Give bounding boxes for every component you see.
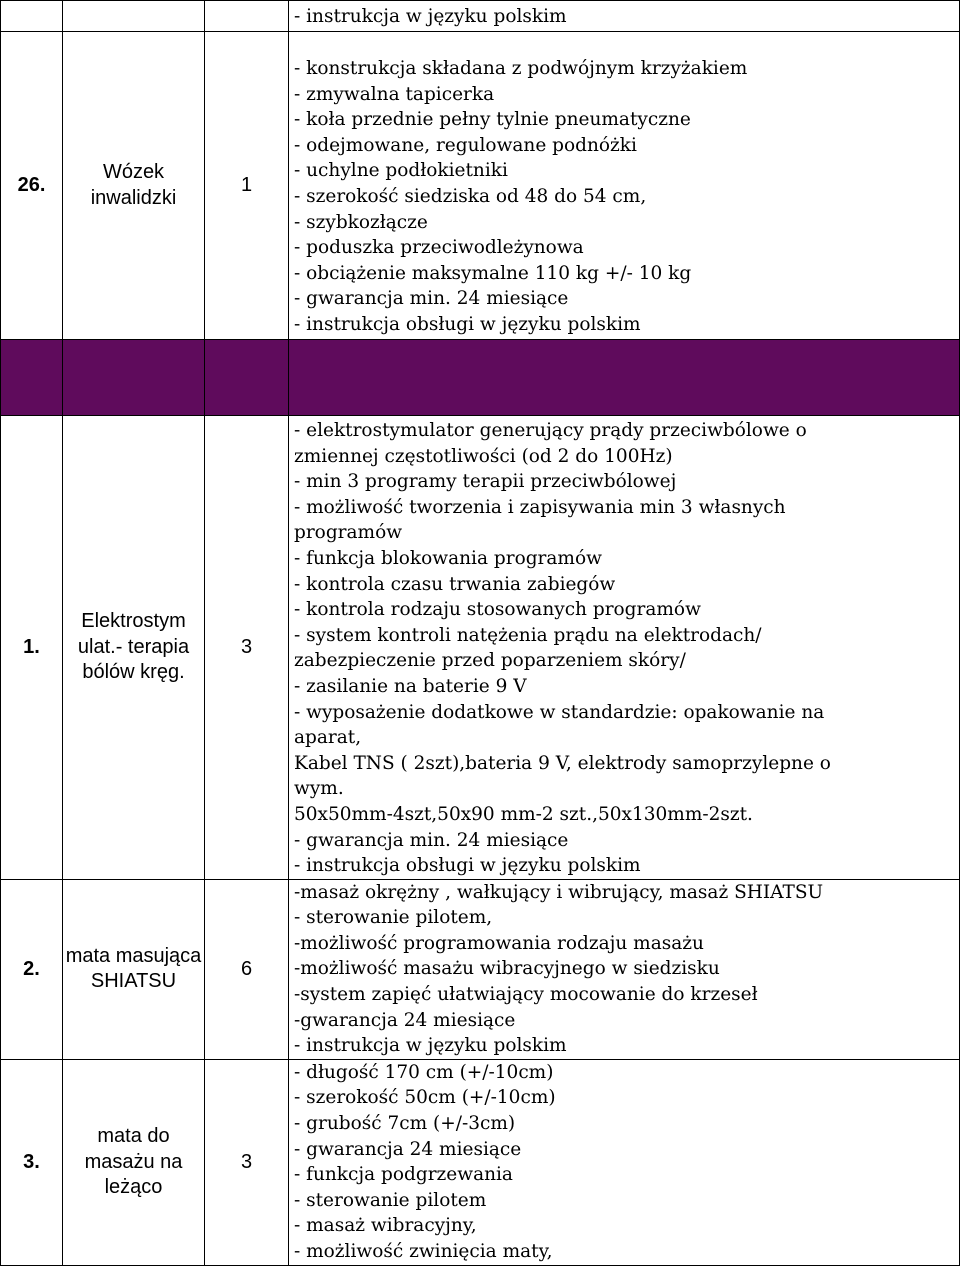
item-description: [289, 32, 960, 340]
description-line: - instrukcja obsługi w języku polskim: [294, 313, 641, 335]
table-row: [1, 1, 960, 32]
description-line: -możliwość programowania rodzaju masażu: [294, 932, 704, 954]
item-description: [289, 879, 960, 1059]
description-line: - szerokość 50cm (+/-10cm): [294, 1087, 556, 1109]
description-line: - grubość 7cm (+/-3cm): [294, 1113, 516, 1135]
description-line: -masaż okrężny , wałkujący i wibrujący, masaż SHIATSU: [294, 881, 824, 903]
item-description: [289, 1059, 960, 1265]
description-line: - szerokość siedziska od 48 do 54 cm,: [294, 185, 647, 207]
band-cell: [1, 340, 63, 416]
item-quantity: 3: [205, 1059, 289, 1265]
description-line: - gwarancja min. 24 miesiące: [294, 288, 569, 310]
description-line: - masaż wibracyjny,: [294, 1215, 477, 1237]
description-line: - zmywalna tapicerka: [294, 83, 495, 105]
band-cell: [63, 340, 205, 416]
description-line: - zasilanie na baterie 9 V: [294, 675, 527, 697]
item-name: Elektrostym ulat.- terapia bólów kręg.: [63, 416, 205, 880]
description-line: - odejmowane, regulowane podnóżki: [294, 134, 637, 156]
description-line: - możliwość zwinięcia maty,: [294, 1241, 553, 1262]
description-line: - długość 170 cm (+/-10cm): [294, 1061, 554, 1083]
description-line: - koła przednie pełny tylnie pneumatyczne: [294, 109, 691, 131]
item-number: 2.: [1, 879, 63, 1059]
description-line: - instrukcja obsługi w języku polskim: [294, 855, 641, 877]
description-line: -gwarancja 24 miesiące: [294, 1009, 516, 1031]
description-line: - obciążenie maksymalne 110 kg +/- 10 kg: [294, 262, 692, 284]
description-line: - szybkozłącze: [294, 211, 428, 233]
item-number: 1.: [1, 416, 63, 880]
description-line: - elektrostymulator generujący prądy przeciwbólowe o: [294, 420, 807, 441]
description-line: - kontrola czasu trwania zabiegów: [294, 573, 616, 595]
description-line: - poduszka przeciwodleżynowa: [294, 237, 584, 259]
item-number: [1, 1, 63, 32]
description-line: - instrukcja w języku polskim: [294, 6, 567, 27]
description-line: - funkcja podgrzewania: [294, 1164, 513, 1186]
table-row: [1, 416, 960, 880]
item-name: mata do masażu na leżąco: [63, 1059, 205, 1265]
description-line: Kabel TNS ( 2szt),bateria 9 V, elektrody samoprzylepne o: [294, 752, 831, 774]
item-description: [289, 1, 960, 32]
item-number: 26.: [1, 32, 63, 340]
description-line: - sterowanie pilotem,: [294, 907, 493, 929]
description-line: - uchylne podłokietniki: [294, 160, 508, 182]
description-line: - system kontroli natężenia prądu na elektrodach/: [294, 624, 762, 646]
table-row: [1, 1059, 960, 1265]
band-cell: [289, 340, 960, 416]
item-quantity: 1: [205, 32, 289, 340]
description-line: - kontrola rodzaju stosowanych programów: [294, 599, 701, 621]
table-row: [1, 879, 960, 1059]
description-line: zmiennej częstotliwości (od 2 do 100Hz): [294, 445, 673, 467]
description-line: - min 3 programy terapii przeciwbólowej: [294, 471, 677, 493]
item-name: Wózek inwalidzki: [63, 32, 205, 340]
description-line: - konstrukcja składana z podwójnym krzyżakiem: [294, 58, 748, 79]
description-line: -możliwość masażu wibracyjnego w siedzisku: [294, 958, 720, 980]
description-line: zabezpieczenie przed poparzeniem skóry/: [294, 650, 686, 672]
item-number: 3.: [1, 1059, 63, 1265]
item-name: [63, 1, 205, 32]
description-line: - gwarancja 24 miesiące: [294, 1138, 522, 1160]
description-line: 50x50mm-4szt,50x90 mm-2 szt.,50x130mm-2szt.: [294, 803, 753, 825]
table-row: [1, 32, 960, 340]
description-line: - możliwość tworzenia i zapisywania min 3 własnych: [294, 496, 786, 518]
description-line: - instrukcja w języku polskim: [294, 1035, 567, 1057]
item-name: mata masująca SHIATSU: [63, 879, 205, 1059]
description-line: - funkcja blokowania programów: [294, 547, 602, 569]
description-line: - sterowanie pilotem: [294, 1189, 487, 1211]
description-line: - wyposażenie dodatkowe w standardzie: opakowanie na: [294, 701, 825, 723]
item-description: [289, 416, 960, 880]
section-separator-band: [1, 340, 960, 416]
description-line: -system zapięć ułatwiający mocowanie do krzeseł: [294, 984, 758, 1006]
band-cell: [205, 340, 289, 416]
description-line: aparat,: [294, 727, 362, 749]
item-quantity: 3: [205, 416, 289, 880]
description-line: wym.: [294, 778, 344, 800]
item-quantity: [205, 1, 289, 32]
description-line: - gwarancja min. 24 miesiące: [294, 829, 569, 851]
description-line: programów: [294, 522, 403, 544]
item-quantity: 6: [205, 879, 289, 1059]
